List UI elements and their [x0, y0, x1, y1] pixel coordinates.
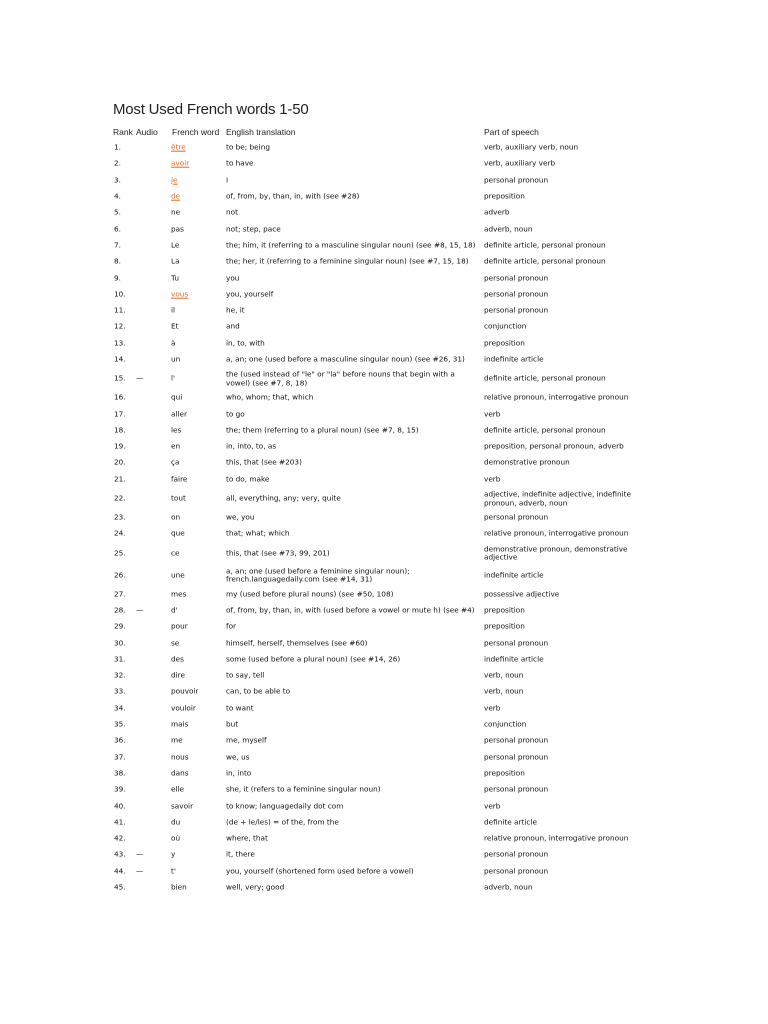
- table-row: [0, 701, 768, 717]
- rank-cell: 26.: [114, 570, 126, 580]
- french-word-cell: les: [171, 425, 182, 435]
- part-of-speech-cell: verb, auxiliary verb, noun: [484, 142, 579, 152]
- rank-cell: 5.: [114, 208, 121, 218]
- translation-cell: who, whom; that, which: [226, 393, 314, 402]
- translation-cell: that; what; which: [226, 529, 290, 539]
- table-row: [0, 423, 768, 439]
- french-word-cell: se: [171, 638, 180, 648]
- part-of-speech-cell: preposition: [484, 338, 525, 348]
- part-of-speech-cell: personal pronoun: [484, 305, 549, 315]
- table-row: [0, 782, 768, 798]
- translation-cell: in, to, with: [226, 338, 265, 348]
- table-row: [0, 798, 768, 814]
- rank-cell: 7.: [114, 240, 121, 250]
- french-word-cell: dire: [171, 670, 185, 680]
- french-word-cell: que: [171, 529, 185, 539]
- translation-cell: for: [226, 621, 237, 631]
- translation-cell: to go: [226, 409, 245, 419]
- column-header-part-of-speech: Part of speech: [484, 127, 539, 137]
- french-word-cell: vouloir: [171, 703, 196, 713]
- translation-cell: me, myself: [226, 736, 267, 746]
- part-of-speech-cell: verb: [484, 801, 501, 811]
- part-of-speech-cell: conjunction: [484, 719, 527, 729]
- part-of-speech-cell: possessive adjective: [484, 589, 560, 599]
- part-of-speech-cell: personal pronoun: [484, 638, 549, 648]
- part-of-speech-cell: adverb: [484, 208, 510, 218]
- part-of-speech-cell: adverb, noun: [484, 882, 533, 892]
- table-row: [0, 684, 768, 700]
- rank-cell: 9.: [114, 273, 121, 283]
- part-of-speech-cell: indefinite article: [484, 654, 544, 664]
- table-row: [0, 815, 768, 831]
- table-row: [0, 238, 768, 254]
- french-word-cell: où: [171, 833, 181, 843]
- translation-cell: to have: [226, 159, 254, 169]
- part-of-speech-cell: verb, auxiliary verb: [484, 159, 556, 169]
- french-word-link[interactable]: je: [171, 175, 178, 185]
- rank-cell: 36.: [114, 736, 126, 746]
- table-row: [0, 652, 768, 668]
- table-row: [0, 864, 768, 880]
- french-word-cell: t': [171, 866, 176, 876]
- table-row: [0, 847, 768, 863]
- table-row: [0, 565, 768, 587]
- rank-cell: 34.: [114, 703, 126, 713]
- french-word-cell: Tu: [171, 273, 179, 283]
- rank-cell: 19.: [114, 441, 126, 451]
- part-of-speech-cell: personal pronoun: [484, 850, 549, 860]
- rank-cell: 3.: [114, 175, 121, 185]
- part-of-speech-cell: preposition: [484, 191, 525, 201]
- part-of-speech-cell: verb, noun: [484, 687, 524, 697]
- part-of-speech-cell: definite article, personal pronoun: [484, 256, 606, 266]
- translation-cell: I: [226, 175, 229, 185]
- part-of-speech-cell: demonstrative pronoun: [484, 458, 570, 468]
- rank-cell: 44.: [114, 866, 126, 876]
- french-word-cell: un: [171, 354, 181, 364]
- part-of-speech-cell: definite article, personal pronoun: [484, 240, 606, 250]
- rank-cell: 2.: [114, 159, 121, 169]
- rank-cell: 29.: [114, 621, 126, 631]
- part-of-speech-cell: adjective, indefinite adjective, indefinite pronoun, adverb, noun: [484, 489, 631, 507]
- part-of-speech-cell: preposition: [484, 768, 525, 778]
- table-row: [0, 390, 768, 406]
- french-word-cell: ce: [171, 548, 180, 558]
- part-of-speech-cell: personal pronoun: [484, 866, 549, 876]
- translation-cell: to be; being: [226, 142, 270, 152]
- audio-cell[interactable]: —: [136, 373, 144, 383]
- rank-cell: 16.: [114, 393, 126, 402]
- translation-cell: you, yourself (shortened form used before a vowel): [226, 866, 414, 876]
- translation-cell: in, into, to, as: [226, 441, 277, 451]
- table-row: [0, 319, 768, 335]
- part-of-speech-cell: preposition, personal pronoun, adverb: [484, 441, 624, 451]
- translation-cell: my (used before plural nouns) (see #50, 108): [226, 589, 394, 599]
- french-word-cell: Et: [171, 322, 179, 332]
- translation-cell: to want: [226, 703, 254, 713]
- table-row: [0, 287, 768, 303]
- table-row: [0, 156, 768, 172]
- translation-cell: and: [226, 322, 240, 332]
- audio-cell[interactable]: —: [136, 850, 144, 860]
- table-row: [0, 766, 768, 782]
- table-row: [0, 510, 768, 526]
- table-row: [0, 880, 768, 896]
- part-of-speech-cell: personal pronoun: [484, 289, 549, 299]
- rank-cell: 40.: [114, 801, 126, 811]
- part-of-speech-cell: personal pronoun: [484, 752, 549, 762]
- translation-cell: we, you: [226, 512, 255, 522]
- table-row: [0, 205, 768, 221]
- french-word-cell: pouvoir: [171, 687, 199, 697]
- translation-cell: to know; languagedaily dot com: [226, 801, 344, 811]
- table-row: [0, 439, 768, 455]
- translation-cell: we, us: [226, 752, 250, 762]
- rank-cell: 20.: [114, 458, 126, 468]
- table-row: [0, 472, 768, 488]
- translation-cell: but: [226, 719, 239, 729]
- part-of-speech-cell: verb, noun: [484, 670, 524, 680]
- part-of-speech-cell: personal pronoun: [484, 512, 549, 522]
- translation-cell: of, from, by, than, in, with (used before a vowel or mute h) (see #4): [226, 605, 475, 615]
- french-word-cell: en: [171, 441, 181, 451]
- french-word-cell: pas: [171, 224, 184, 234]
- translation-cell: it, there: [226, 850, 255, 860]
- part-of-speech-cell: personal pronoun: [484, 175, 549, 185]
- rank-cell: 12.: [114, 322, 126, 332]
- table-row: [0, 587, 768, 603]
- rank-cell: 27.: [114, 589, 126, 599]
- french-word-cell: faire: [171, 474, 188, 484]
- column-header-audio: Audio: [136, 127, 158, 137]
- translation-cell: to say, tell: [226, 670, 265, 680]
- translation-cell: all, everything, any; very, quite: [226, 493, 341, 503]
- table-row: [0, 254, 768, 270]
- french-word-link[interactable]: avoir: [171, 159, 190, 169]
- translation-cell: a, an; one (used before a masculine singular noun) (see #26, 31): [226, 354, 465, 364]
- table-row: [0, 603, 768, 619]
- part-of-speech-cell: preposition: [484, 605, 525, 615]
- table-row: [0, 635, 768, 651]
- audio-cell[interactable]: —: [136, 605, 144, 615]
- translation-cell: to do, make: [226, 474, 270, 484]
- translation-cell: not; step, pace: [226, 224, 281, 234]
- french-word-cell: l': [171, 373, 176, 383]
- part-of-speech-cell: relative pronoun, interrogative pronoun: [484, 833, 629, 843]
- translation-cell: can, to be able to: [226, 687, 291, 697]
- rank-cell: 31.: [114, 654, 126, 664]
- french-word-cell: [171, 176, 221, 185]
- french-word-cell: pour: [171, 621, 188, 631]
- table-row: [0, 668, 768, 684]
- part-of-speech-cell: definite article, personal pronoun: [484, 425, 606, 435]
- french-word-cell: qui: [171, 393, 183, 402]
- rank-cell: 41.: [114, 817, 126, 827]
- translation-cell: you, yourself: [226, 289, 274, 299]
- translation-cell: of, from, by, than, in, with (see #28): [226, 191, 360, 201]
- translation-cell: the (used instead of "le" or "la" before nouns that begin with a vowel) (see #7, 8, 18): [226, 369, 455, 388]
- rank-cell: 25.: [114, 548, 126, 558]
- translation-cell: this, that (see #203): [226, 458, 302, 468]
- rank-cell: 17.: [114, 409, 126, 419]
- french-word-link[interactable]: être: [171, 142, 186, 152]
- table-row: [0, 336, 768, 352]
- table-row: [0, 543, 768, 565]
- rank-cell: 37.: [114, 752, 126, 762]
- rank-cell: 14.: [114, 354, 126, 364]
- french-word-cell: du: [171, 817, 181, 827]
- translation-cell: well, very; good: [226, 882, 285, 892]
- rank-cell: 10.: [114, 289, 126, 299]
- rank-cell: 15.: [114, 373, 126, 383]
- rank-cell: 24.: [114, 529, 126, 539]
- rank-cell: 6.: [114, 224, 121, 234]
- table-row: [0, 733, 768, 749]
- table-row: [0, 619, 768, 635]
- translation-cell: she, it (refers to a feminine singular noun): [226, 784, 381, 794]
- part-of-speech-cell: indefinite article: [484, 570, 544, 580]
- part-of-speech-cell: adverb, noun: [484, 224, 533, 234]
- part-of-speech-cell: personal pronoun: [484, 784, 549, 794]
- french-word-cell: Le: [171, 240, 180, 250]
- translation-cell: some (used before a plural noun) (see #14, 26): [226, 654, 401, 664]
- rank-cell: 30.: [114, 638, 126, 648]
- part-of-speech-cell: definite article, personal pronoun: [484, 373, 606, 383]
- table-row: [0, 750, 768, 766]
- part-of-speech-cell: indefinite article: [484, 354, 544, 364]
- table-row: [0, 368, 768, 390]
- table-row: [0, 488, 768, 510]
- table-row: [0, 455, 768, 471]
- rank-cell: 23.: [114, 512, 126, 522]
- table-row: [0, 140, 768, 156]
- rank-cell: 22.: [114, 493, 126, 503]
- table-row: [0, 221, 768, 237]
- rank-cell: 11.: [114, 305, 126, 315]
- french-word-cell: tout: [171, 493, 186, 503]
- table-row: [0, 406, 768, 422]
- rank-cell: 42.: [114, 833, 126, 843]
- part-of-speech-cell: verb: [484, 474, 501, 484]
- translation-cell: the; her, it (referring to a feminine singular noun) (see #7, 15, 18): [226, 256, 469, 266]
- french-word-cell: à: [171, 338, 176, 348]
- french-word-cell: [171, 144, 221, 153]
- table-row: [0, 352, 768, 368]
- part-of-speech-cell: verb: [484, 703, 501, 713]
- french-word-cell: y: [171, 850, 176, 860]
- part-of-speech-cell: personal pronoun: [484, 273, 549, 283]
- table-row: [0, 526, 768, 542]
- rank-cell: 43.: [114, 850, 126, 860]
- column-header-french-word: French word: [172, 127, 220, 137]
- french-word-cell: aller: [171, 409, 188, 419]
- translation-cell: you: [226, 273, 240, 283]
- translation-cell: where, that: [226, 833, 268, 843]
- rank-cell: 21.: [114, 474, 126, 484]
- rank-cell: 18.: [114, 425, 126, 435]
- part-of-speech-cell: relative pronoun, interrogative pronoun: [484, 529, 629, 539]
- rank-cell: 32.: [114, 670, 126, 680]
- part-of-speech-cell: definite article: [484, 817, 537, 827]
- french-word-cell: me: [171, 736, 183, 746]
- french-word-link[interactable]: vous: [171, 289, 189, 299]
- french-word-cell: nous: [171, 752, 189, 762]
- rank-cell: 1.: [114, 142, 121, 152]
- french-word-cell: La: [171, 256, 180, 266]
- french-word-cell: des: [171, 654, 184, 664]
- french-word-cell: bien: [171, 882, 187, 892]
- table-row: [0, 173, 768, 189]
- french-word-link[interactable]: de: [171, 191, 181, 201]
- translation-cell: in, into: [226, 768, 252, 778]
- translation-cell: the; them (referring to a plural noun) (see #7, 8, 15): [226, 425, 419, 435]
- french-word-cell: on: [171, 512, 181, 522]
- rank-cell: 8.: [114, 256, 121, 266]
- translation-cell: he, it: [226, 305, 245, 315]
- rank-cell: 28.: [114, 605, 126, 615]
- translation-cell: the; him, it (referring to a masculine singular noun) (see #8, 15, 18): [226, 240, 476, 250]
- rank-cell: 39.: [114, 784, 126, 794]
- rank-cell: 38.: [114, 768, 126, 778]
- table-row: [0, 270, 768, 286]
- translation-cell: (de + le/les) = of the, from the: [226, 817, 339, 827]
- rank-cell: 45.: [114, 882, 126, 892]
- french-word-cell: une: [171, 570, 185, 580]
- french-word-cell: [171, 193, 221, 202]
- rank-cell: 33.: [114, 687, 126, 697]
- part-of-speech-cell: preposition: [484, 621, 525, 631]
- french-word-cell: savoir: [171, 801, 194, 811]
- rank-cell: 13.: [114, 338, 126, 348]
- french-word-cell: [171, 291, 221, 300]
- column-header-rank: Rank: [113, 127, 133, 137]
- french-word-cell: [171, 160, 221, 169]
- part-of-speech-cell: conjunction: [484, 322, 527, 332]
- rank-cell: 35.: [114, 719, 126, 729]
- part-of-speech-cell: personal pronoun: [484, 736, 549, 746]
- french-word-cell: mais: [171, 719, 189, 729]
- page-title: Most Used French words 1-50: [113, 101, 309, 118]
- rank-cell: 4.: [114, 191, 121, 201]
- translation-cell: a, an; one (used before a feminine singular noun); french.languagedaily.com (see #14, 31): [226, 565, 410, 584]
- french-word-cell: mes: [171, 589, 187, 599]
- french-word-cell: dans: [171, 768, 189, 778]
- table-row: [0, 303, 768, 319]
- part-of-speech-cell: demonstrative pronoun, demonstrative adjective: [484, 543, 628, 562]
- french-word-cell: d': [171, 605, 178, 615]
- translation-cell: himself, herself, themselves (see #60): [226, 638, 368, 648]
- table-row: [0, 831, 768, 847]
- word-table: [0, 140, 768, 896]
- column-header-english-translation: English translation: [226, 127, 296, 137]
- part-of-speech-cell: verb: [484, 409, 501, 419]
- part-of-speech-cell: relative pronoun, interrogative pronoun: [484, 393, 629, 402]
- french-word-cell: il: [171, 305, 176, 315]
- table-row: [0, 717, 768, 733]
- french-word-cell: ça: [171, 458, 180, 468]
- audio-cell[interactable]: —: [136, 866, 144, 876]
- table-row: [0, 189, 768, 205]
- french-word-cell: ne: [171, 208, 181, 218]
- translation-cell: not: [226, 208, 238, 218]
- translation-cell: this, that (see #73, 99, 201): [226, 548, 330, 558]
- french-word-cell: elle: [171, 784, 185, 794]
